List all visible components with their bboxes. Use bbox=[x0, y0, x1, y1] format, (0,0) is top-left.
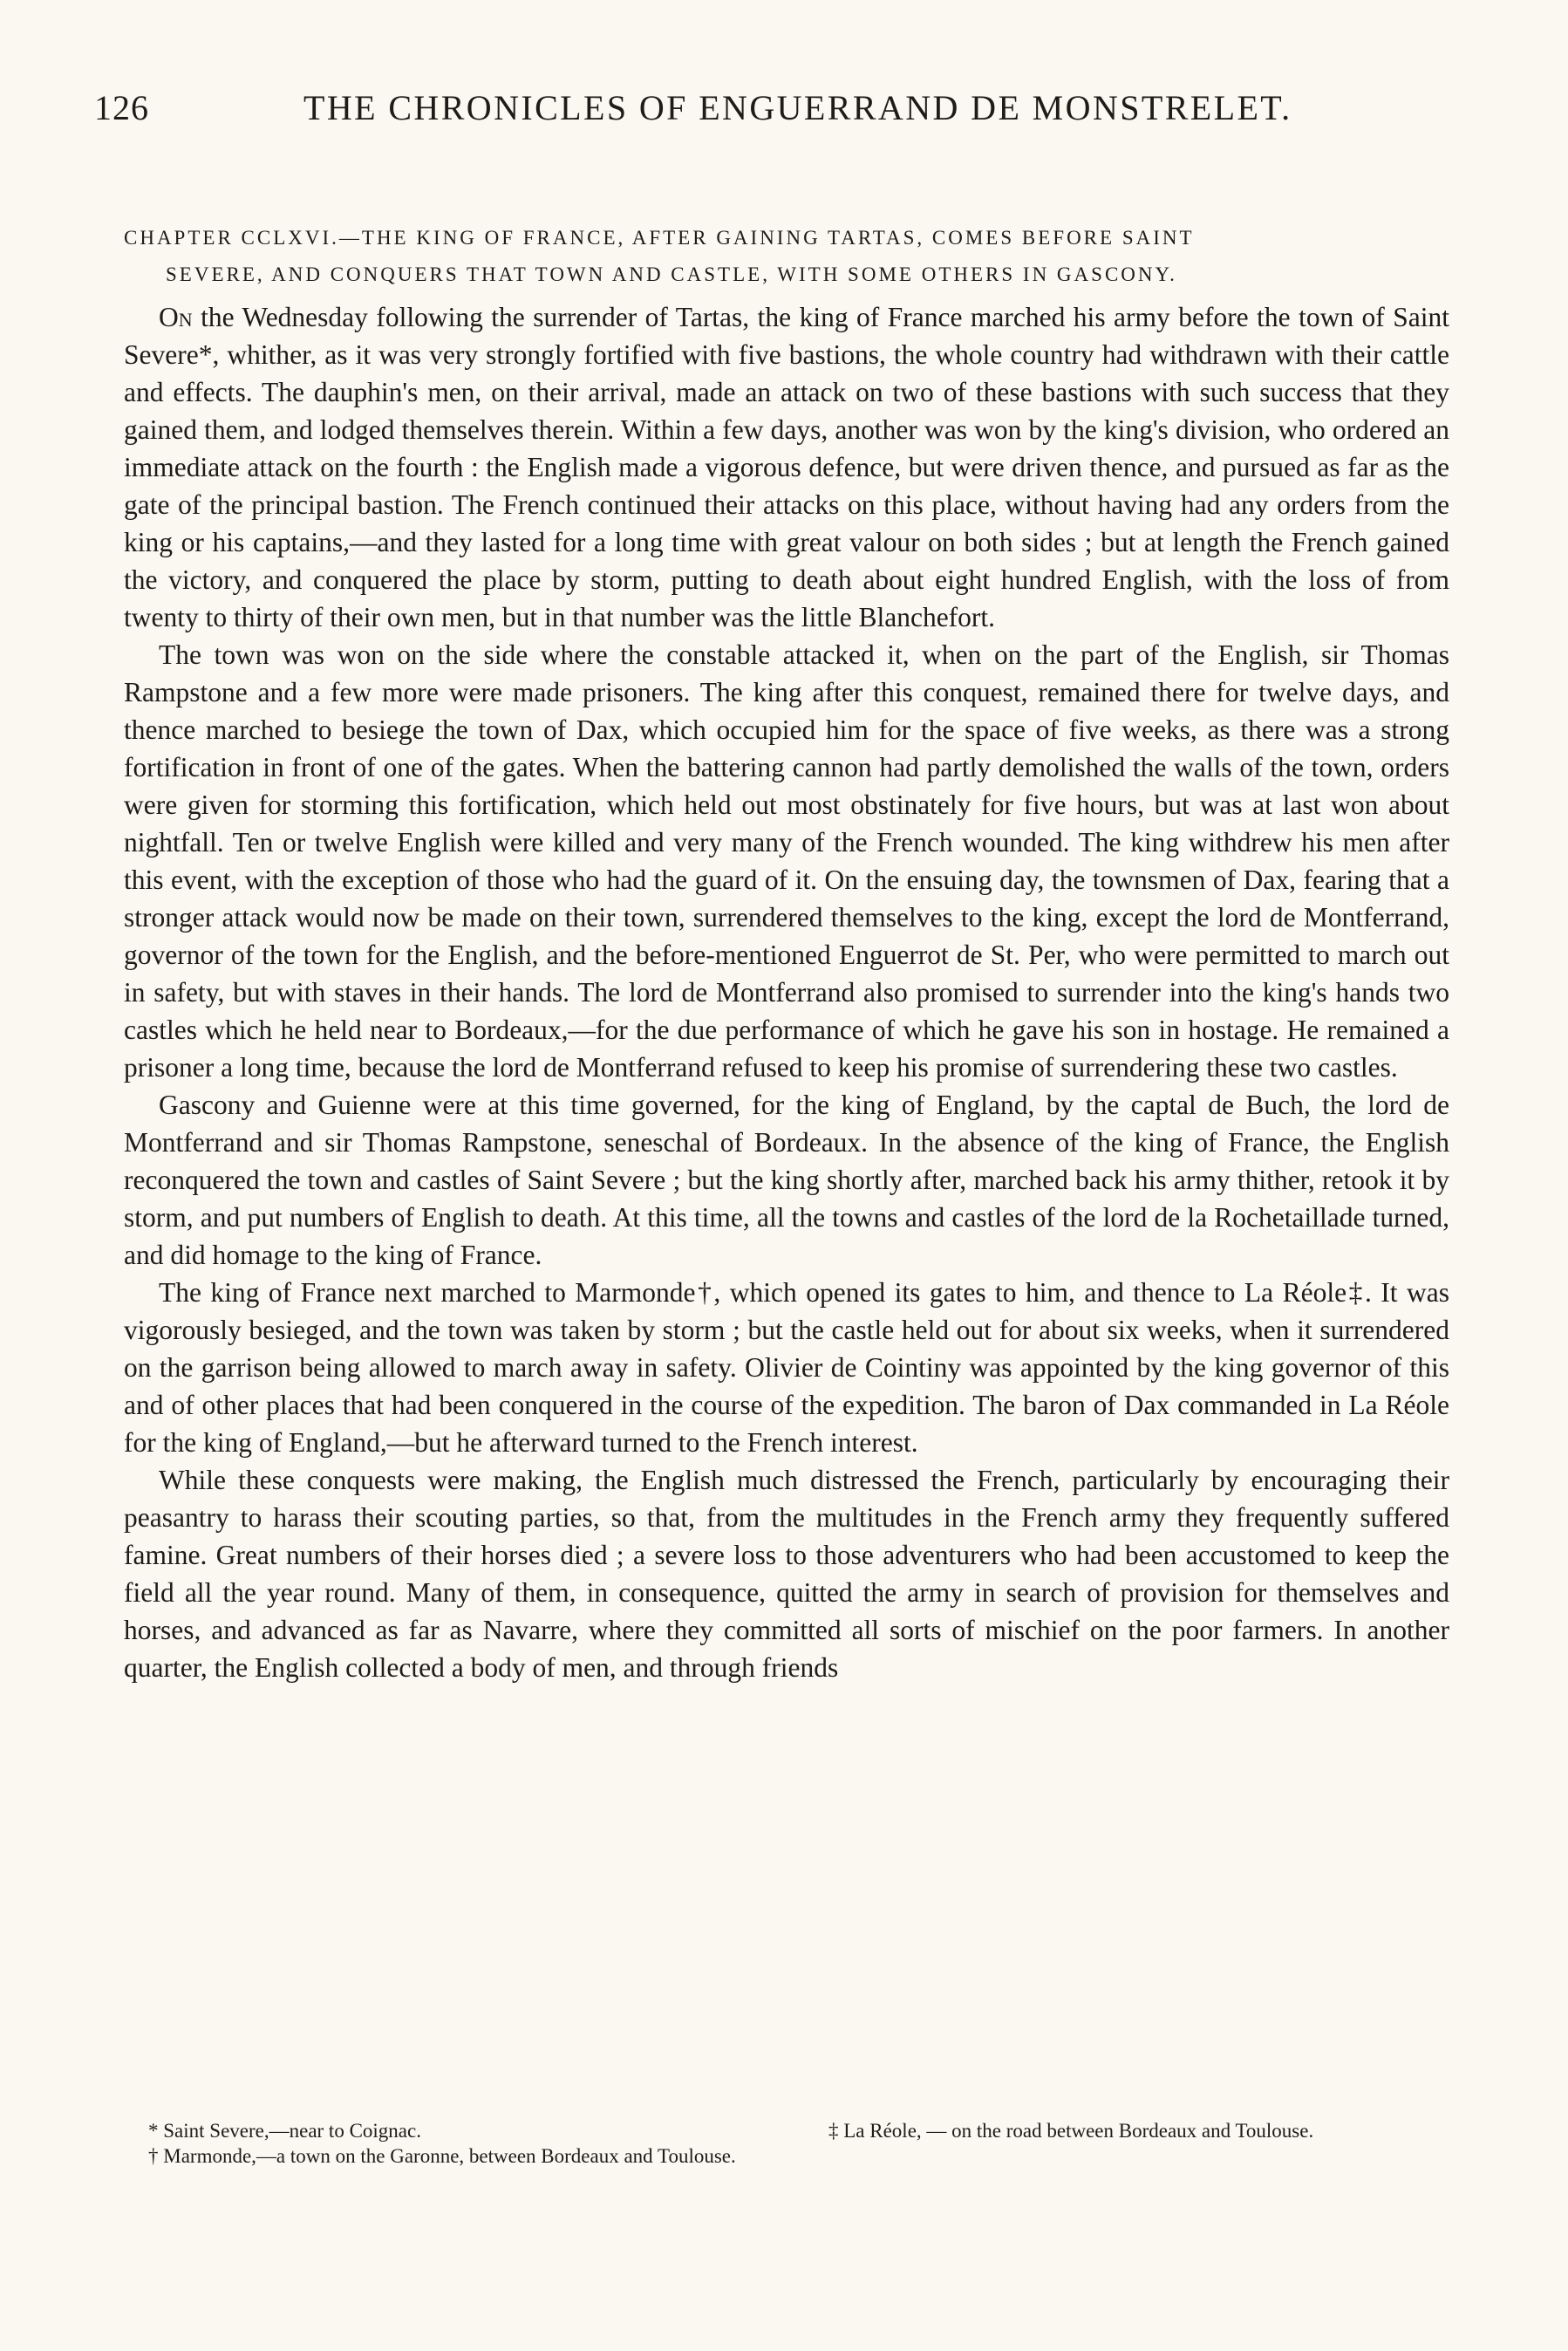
paragraph-text: the Wednesday following the surrender of Tartas, the king of France marched his army before the town of Saint Severe*, whither, as it was very strongly fortified with five bastions, the whole country had withdrawn with their cattle and effects. The dauphin's men, on their arrival, made an attack on two of these bastions with such success that they gained them, and lodged themselves therein. Within a few days, another was won by the king's division, who ordered an immediate attack on the fourth : the English made a vigorous defence, but were driven thence, and pursued as far as the gate of the principal bastion. The French continued their attacks on this place, without having had any orders from the king or his captains,—and they lasted for a long time with great valour on both sides ; but at length the French gained the victory, and conquered the place by storm, putting to death about eight hundred English, with the loss of from twenty to thirty of their own men, but in that number was the little Blanchefort. bbox=[124, 302, 1449, 632]
page-number: 126 bbox=[94, 88, 149, 127]
paragraph bbox=[124, 1461, 1449, 1686]
chapter-heading-line-2: SEVERE, AND CONQUERS THAT TOWN AND CASTLE, WITH SOME OTHERS IN GASCONY. bbox=[166, 263, 1177, 285]
chapter-heading bbox=[124, 220, 1449, 293]
running-head: THE CHRONICLES OF ENGUERRAND DE MONSTRELET. bbox=[303, 88, 1292, 127]
footnote: ‡ La Réole, — on the road between Bordeaux and Toulouse. bbox=[828, 2120, 1314, 2142]
footnote: * Saint Severe,—near to Coignac. bbox=[148, 2120, 421, 2142]
paragraph-text: While these conquests were making, the English much distressed the French, particularly by encouraging their peasantry to harass their scouting parties, so that, from the multitudes in the French army they frequently suffered famine. Great numbers of their horses died ; a severe loss to those adventurers who had been accustomed to keep the field all the year round. Many of them, in consequence, quitted the army in search of provision for themselves and horses, and advanced as far as Navarre, where they committed all sorts of mischief on the poor farmers. In another quarter, the English collected a body of men, and through friends bbox=[124, 1465, 1449, 1683]
footnotes bbox=[124, 2118, 1449, 2169]
paragraph bbox=[124, 636, 1449, 1086]
paragraph-text: The king of France next marched to Marmonde†, which opened its gates to him, and thence to La Réole‡. It was vigorously besieged, and the town was taken by storm ; but the castle held out for about six weeks, when it surrendered on the garrison being allowed to march away in safety. Olivier de Cointiny was appointed by the king governor of this and of other places that had been conquered in the course of the expedition. The baron of Dax commanded in La Réole for the king of England,—but he afterward turned to the French interest. bbox=[124, 1277, 1449, 1458]
footnotes-left-column bbox=[124, 2118, 769, 2169]
body-text bbox=[124, 298, 1449, 1686]
page-header bbox=[94, 87, 1472, 140]
paragraph bbox=[124, 1274, 1449, 1461]
paragraph bbox=[124, 1086, 1449, 1274]
paragraph-lead: On bbox=[159, 302, 193, 332]
footnote: † Marmonde,—a town on the Garonne, between Bordeaux and Toulouse. bbox=[148, 2145, 736, 2167]
chapter-heading-line-1: CHAPTER CCLXVI.—THE KING OF FRANCE, AFTER GAINING TARTAS, COMES BEFORE SAINT bbox=[124, 227, 1195, 249]
paragraph-text: The town was won on the side where the constable attacked it, when on the part of the English, sir Thomas Rampstone and a few more were made prisoners. The king after this conquest, remained there for twelve days, and thence marched to besiege the town of Dax, which occupied him for the space of five weeks, as there was a strong fortification in front of one of the gates. When the battering cannon had partly demolished the walls of the town, orders were given for storming this fortification, which held out most obstinately for five hours, but was at last won about nightfall. Ten or twelve English were killed and very many of the French wounded. The king withdrew his men after this event, with the exception of those who had the guard of it. On the ensuing day, the townsmen of Dax, fearing that a stronger attack would now be made on their town, surrendered themselves to the king, except the lord de Montferrand, governor of the town for the English, and the before-mentioned Enguerrot de St. Per, who were permitted to march out in safety, but with staves in their hands. The lord de Montferrand also promised to surrender into the king's hands two castles which he held near to Bordeaux,—for the due performance of which he gave his son in hostage. He remained a prisoner a long time, because the lord de Montferrand refused to keep his promise of surrendering these two castles. bbox=[124, 639, 1449, 1083]
paragraph-text: Gascony and Guienne were at this time governed, for the king of England, by the captal de Buch, the lord de Montferrand and sir Thomas Rampstone, seneschal of Bordeaux. In the absence of the king of France, the English reconquered the town and castles of Saint Severe ; but the king shortly after, marched back his army thither, retook it by storm, and put numbers of English to death. At this time, all the towns and castles of the lord de la Rochetaillade turned, and did homage to the king of France. bbox=[124, 1090, 1449, 1270]
footnotes-right-column bbox=[804, 2118, 1449, 2169]
paragraph bbox=[124, 298, 1449, 636]
